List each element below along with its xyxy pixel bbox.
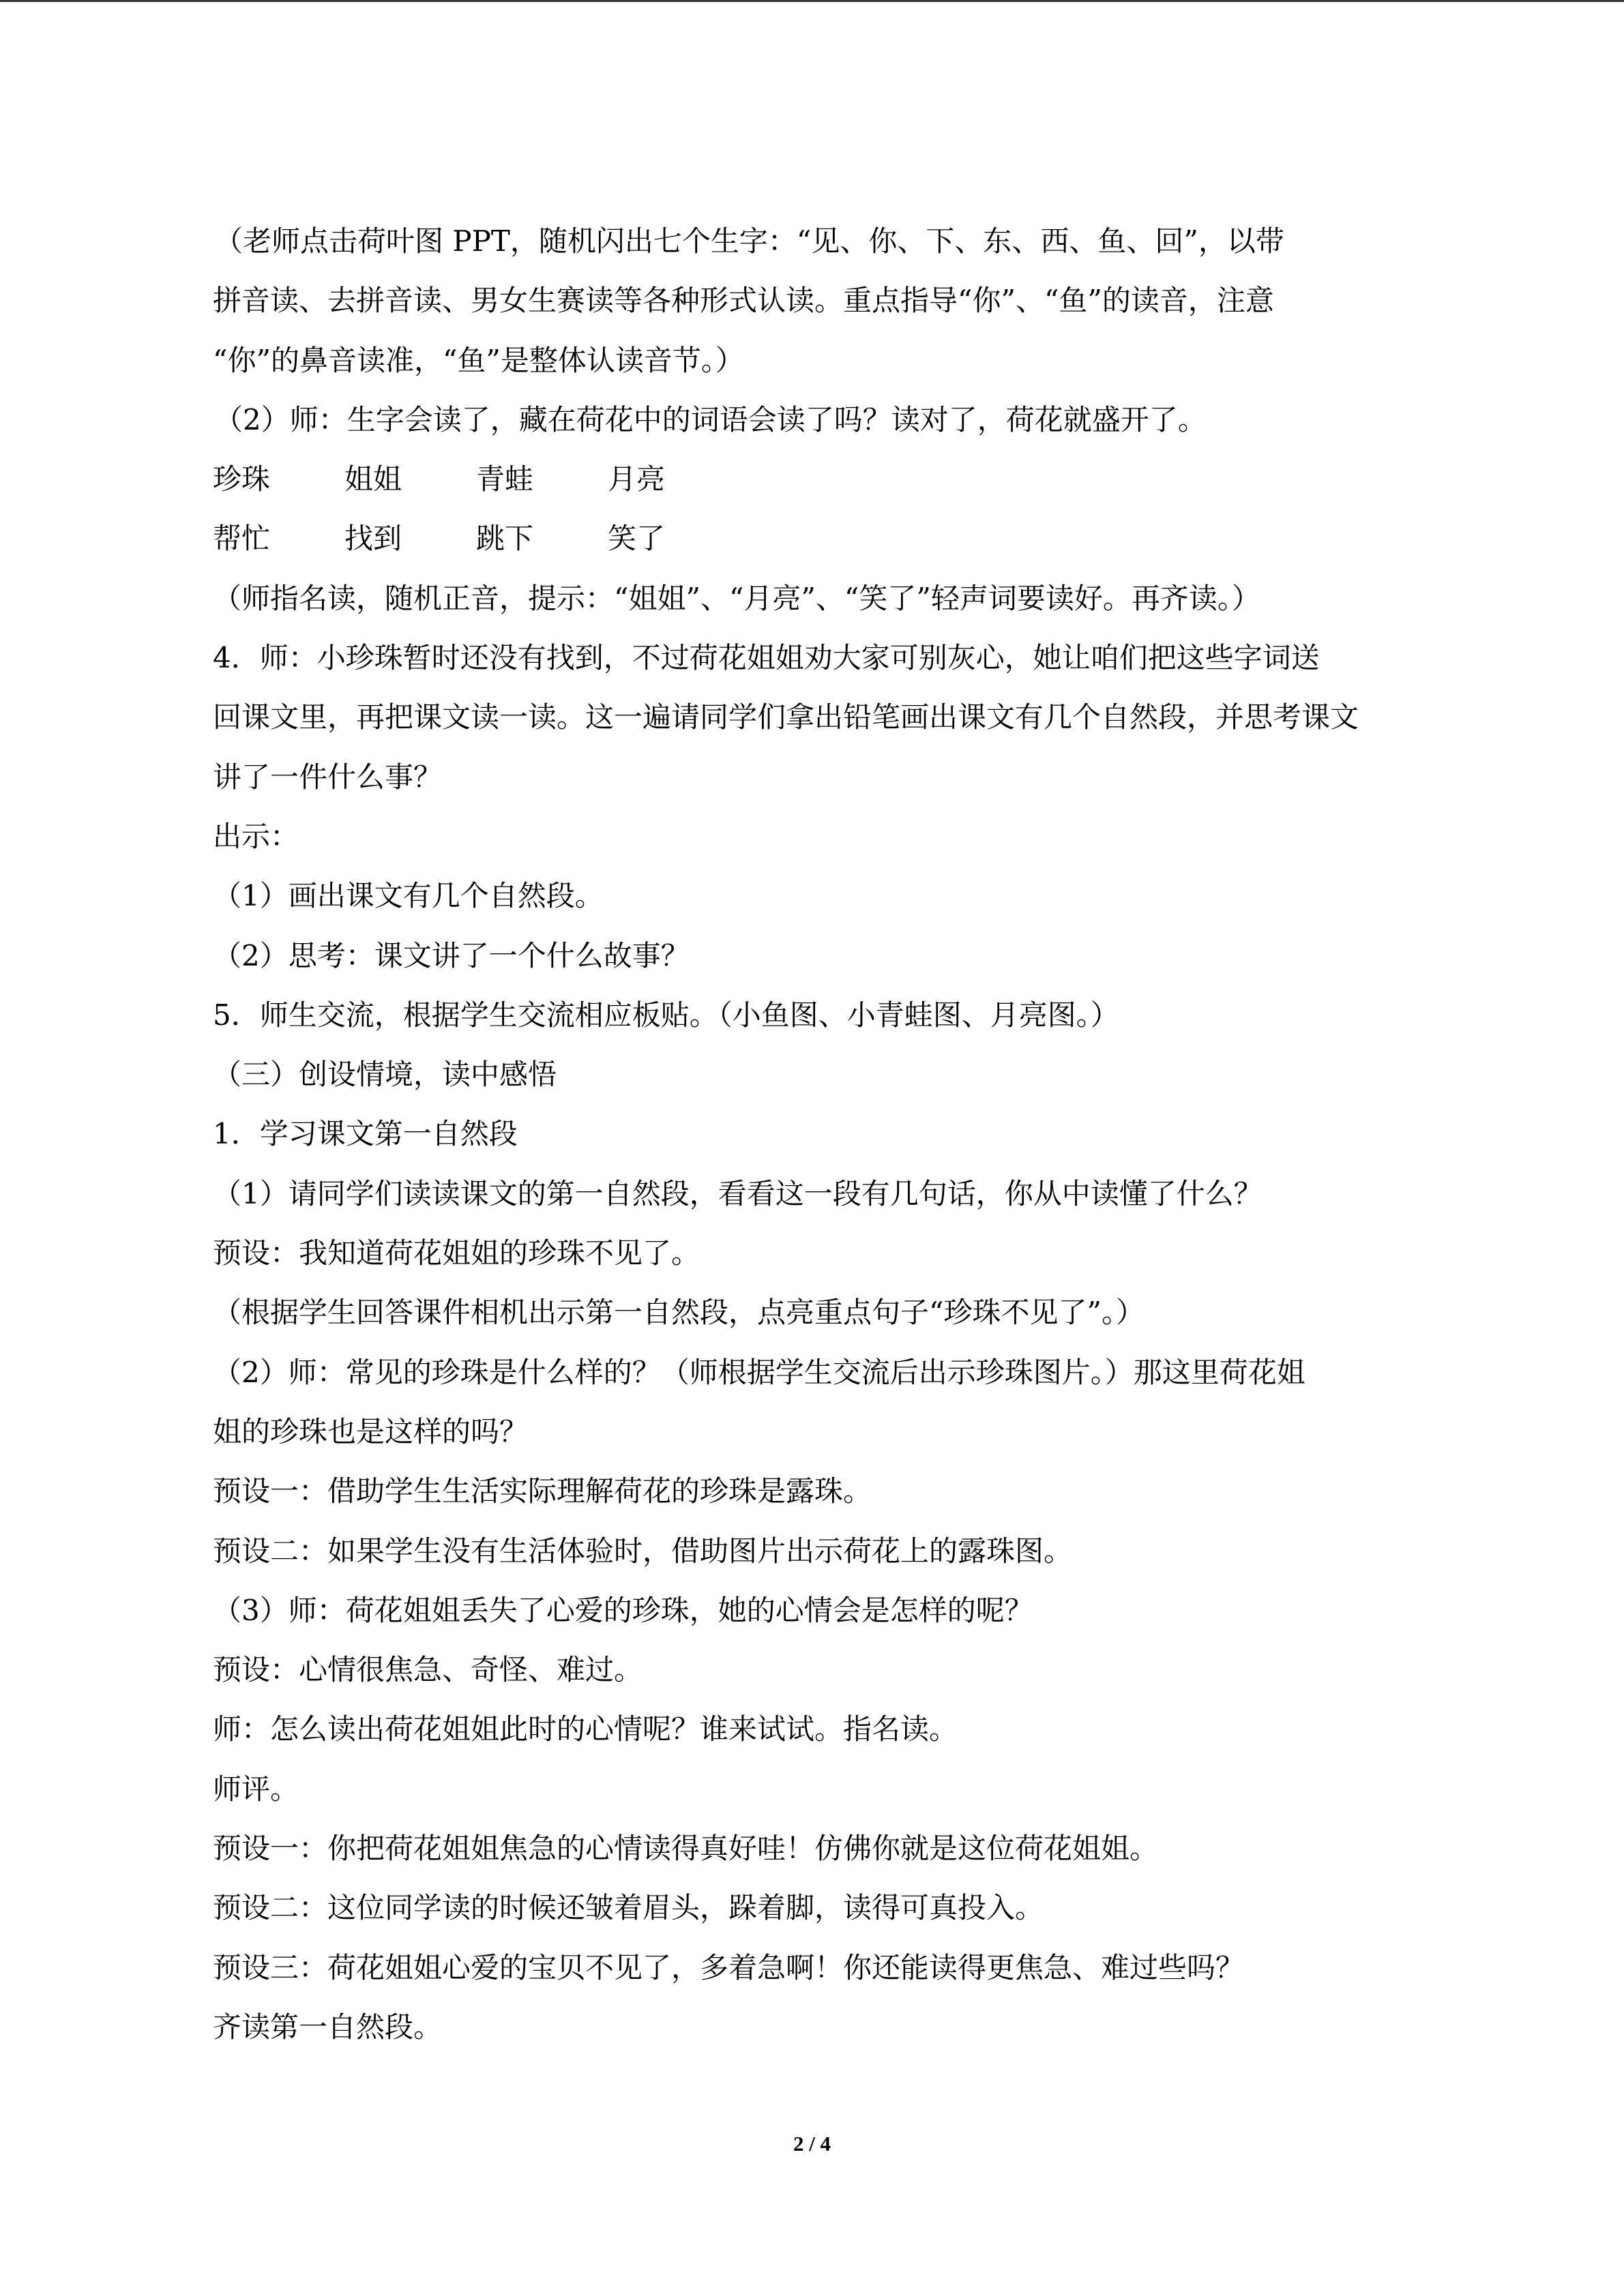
paragraph-line: （根据学生回答课件相机出示第一自然段，点亮重点句子“珍珠不见了”。） xyxy=(213,1296,1145,1330)
paragraph-line: 1．学习课文第一自然段 xyxy=(213,1117,518,1151)
vocab-word: 珍珠 xyxy=(213,462,271,496)
paragraph-line: （2）思考：课文讲了一个什么故事？ xyxy=(213,938,690,972)
vocab-word: 帮忙 xyxy=(213,522,271,556)
paragraph-line: （3）师：荷花姐姐丢失了心爱的珍珠，她的心情会是怎样的呢？ xyxy=(213,1593,1033,1627)
paragraph-line: 姐的珍珠也是这样的吗？ xyxy=(213,1414,529,1448)
paragraph-line: 预设三：荷花姐姐心爱的宝贝不见了，多着急啊！你还能读得更焦急、难过些吗？ xyxy=(213,1950,1245,1984)
paragraph-line: 师评。 xyxy=(213,1772,299,1806)
page-number: 2 / 4 xyxy=(793,2132,831,2156)
paragraph-line: 预设：我知道荷花姐姐的珍珠不见了。 xyxy=(213,1236,700,1270)
vocab-word: 青蛙 xyxy=(476,462,534,496)
paragraph-line: （1）画出课文有几个自然段。 xyxy=(213,879,604,913)
vocab-word: 姐姐 xyxy=(344,462,402,496)
paragraph-line: 4．师：小珍珠暂时还没有找到，不过荷花姐姐劝大家可别灰心，她让咱们把这些字词送 xyxy=(213,641,1320,675)
paragraph-line: 预设一：你把荷花姐姐焦急的心情读得真好哇！仿佛你就是这位荷花姐姐。 xyxy=(213,1832,1159,1866)
page-top-border xyxy=(0,0,1624,2)
word-list-row xyxy=(213,509,1481,568)
paragraph-line: （老师点击荷叶图 PPT，随机闪出七个生字：“见、你、下、东、西、鱼、回”，以带 xyxy=(214,224,1284,258)
word-list-row xyxy=(213,449,1481,509)
paragraph-line: 齐读第一自然段。 xyxy=(213,2010,443,2044)
section-heading: （三）创设情境，读中感悟 xyxy=(213,1058,557,1092)
paragraph-line: （2）师：生字会读了，藏在荷花中的词语会读了吗？读对了，荷花就盛开了。 xyxy=(214,402,1207,436)
paragraph-line: 预设二：这位同学读的时候还皱着眉头，跺着脚，读得可真投入。 xyxy=(213,1891,1044,1925)
paragraph-line: 出示： xyxy=(213,819,299,853)
vocab-word: 月亮 xyxy=(608,462,666,496)
paragraph-line: 讲了一件什么事？ xyxy=(213,760,443,794)
paragraph-line: “你”的鼻音读准，“鱼”是整体认读音节。） xyxy=(213,343,744,377)
vocab-word: 找到 xyxy=(344,522,402,556)
paragraph-line: （1）请同学们读读课文的第一自然段，看看这一段有几句话，你从中读懂了什么？ xyxy=(213,1176,1263,1210)
paragraph-line: 拼音读、去拼音读、男女生赛读等各种形式认读。重点指导“你”、“鱼”的读音，注意 xyxy=(213,284,1274,318)
paragraph-line: 5．师生交流，根据学生交流相应板贴。（小鱼图、小青蛙图、月亮图。） xyxy=(213,998,1119,1032)
paragraph-line: 预设二：如果学生没有生活体验时，借助图片出示荷花上的露珠图。 xyxy=(213,1534,1073,1568)
paragraph-line: 预设：心情很焦急、奇怪、难过。 xyxy=(213,1653,643,1687)
document-body xyxy=(213,211,1481,2057)
vocab-word: 笑了 xyxy=(608,522,666,556)
paragraph-line: 预设一：借助学生生活实际理解荷花的珍珠是露珠。 xyxy=(213,1474,872,1508)
vocab-word: 跳下 xyxy=(476,522,534,556)
paragraph-line: 师：怎么读出荷花姐姐此时的心情呢？谁来试试。指名读。 xyxy=(213,1712,958,1746)
paragraph-line: 回课文里，再把课文读一读。这一遍请同学们拿出铅笔画出课文有几个自然段，并思考课文 xyxy=(213,700,1359,734)
paragraph-line: （师指名读，随机正音，提示：“姐姐”、“月亮”、“笑了”轻声词要读好。再齐读。） xyxy=(213,581,1260,615)
paragraph-line: （2）师：常见的珍珠是什么样的？（师根据学生交流后出示珍珠图片。）那这里荷花姐 xyxy=(213,1355,1305,1389)
